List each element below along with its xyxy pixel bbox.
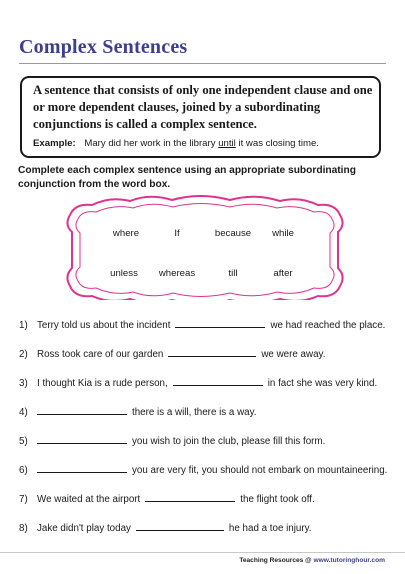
- question-3: [19, 376, 377, 389]
- question-before: We waited at the airport: [37, 494, 141, 505]
- question-number: 5): [19, 436, 28, 447]
- example-underlined: until: [218, 138, 236, 149]
- footer: [239, 557, 385, 564]
- question-8: [19, 521, 312, 534]
- question-number: 3): [19, 378, 28, 389]
- answer-blank[interactable]: [37, 434, 127, 444]
- question-number: 6): [19, 465, 28, 476]
- word-box-item: after: [273, 268, 293, 279]
- question-number: 8): [19, 523, 28, 534]
- footer-url[interactable]: www.tutoringhour.com: [313, 557, 385, 564]
- answer-blank[interactable]: [175, 318, 265, 328]
- footer-label: Teaching Resources @: [239, 557, 312, 564]
- word-box-item: while: [272, 228, 294, 239]
- example-label: Example:: [33, 138, 76, 149]
- question-number: 2): [19, 349, 28, 360]
- answer-blank[interactable]: [145, 492, 235, 502]
- page-title: Complex Sentences: [19, 36, 188, 58]
- question-before: Ross took care of our garden: [37, 349, 164, 360]
- question-7: [19, 492, 315, 505]
- question-after: we were away.: [261, 349, 326, 360]
- answer-blank[interactable]: [136, 521, 224, 531]
- answer-blank[interactable]: [37, 463, 127, 473]
- example-before: Mary did her work in the library: [84, 138, 216, 149]
- question-number: 4): [19, 407, 28, 418]
- question-after: he had a toe injury.: [228, 523, 312, 534]
- question-6: [19, 463, 387, 476]
- question-after: in fact she was very kind.: [267, 378, 378, 389]
- answer-blank[interactable]: [173, 376, 263, 386]
- question-after: there is a will, there is a way.: [132, 407, 257, 418]
- question-before: Jake didn't play today: [37, 523, 131, 534]
- definition-text: A sentence that consists of only one independent clause and one or more dependent clauses, joined by a subordinating conjunctions is called a complex sentence.: [33, 83, 373, 131]
- word-box-item: where: [112, 228, 140, 239]
- example-after: it was closing time.: [238, 138, 319, 149]
- word-box-outer: [67, 196, 342, 300]
- question-before: Terry told us about the incident: [37, 320, 171, 331]
- answer-blank[interactable]: [168, 347, 256, 357]
- question-after: you are very fit, you should not embark on mountaineering.: [132, 465, 388, 476]
- word-box-inner: [76, 204, 334, 297]
- question-after: you wish to join the club, please fill this form.: [132, 436, 326, 447]
- answer-blank[interactable]: [37, 405, 127, 415]
- question-after: we had reached the place.: [270, 320, 386, 331]
- instruction: Complete each complex sentence using an appropriate subordinating conjunction from the word box.: [18, 165, 356, 190]
- footer-divider: [0, 552, 405, 553]
- word-box-item: till: [228, 268, 238, 279]
- word-box-item: whereas: [158, 268, 196, 279]
- question-2: [19, 347, 325, 360]
- question-number: 1): [19, 320, 28, 331]
- question-after: the flight took off.: [240, 494, 315, 505]
- word-box-item: unless: [110, 268, 138, 279]
- question-1: [19, 318, 385, 331]
- word-box-item: because: [214, 228, 252, 239]
- question-4: [19, 405, 257, 418]
- word-box-item: If: [174, 228, 180, 239]
- question-before: I thought Kia is a rude person,: [37, 378, 168, 389]
- question-number: 7): [19, 494, 28, 505]
- question-5: [19, 434, 325, 447]
